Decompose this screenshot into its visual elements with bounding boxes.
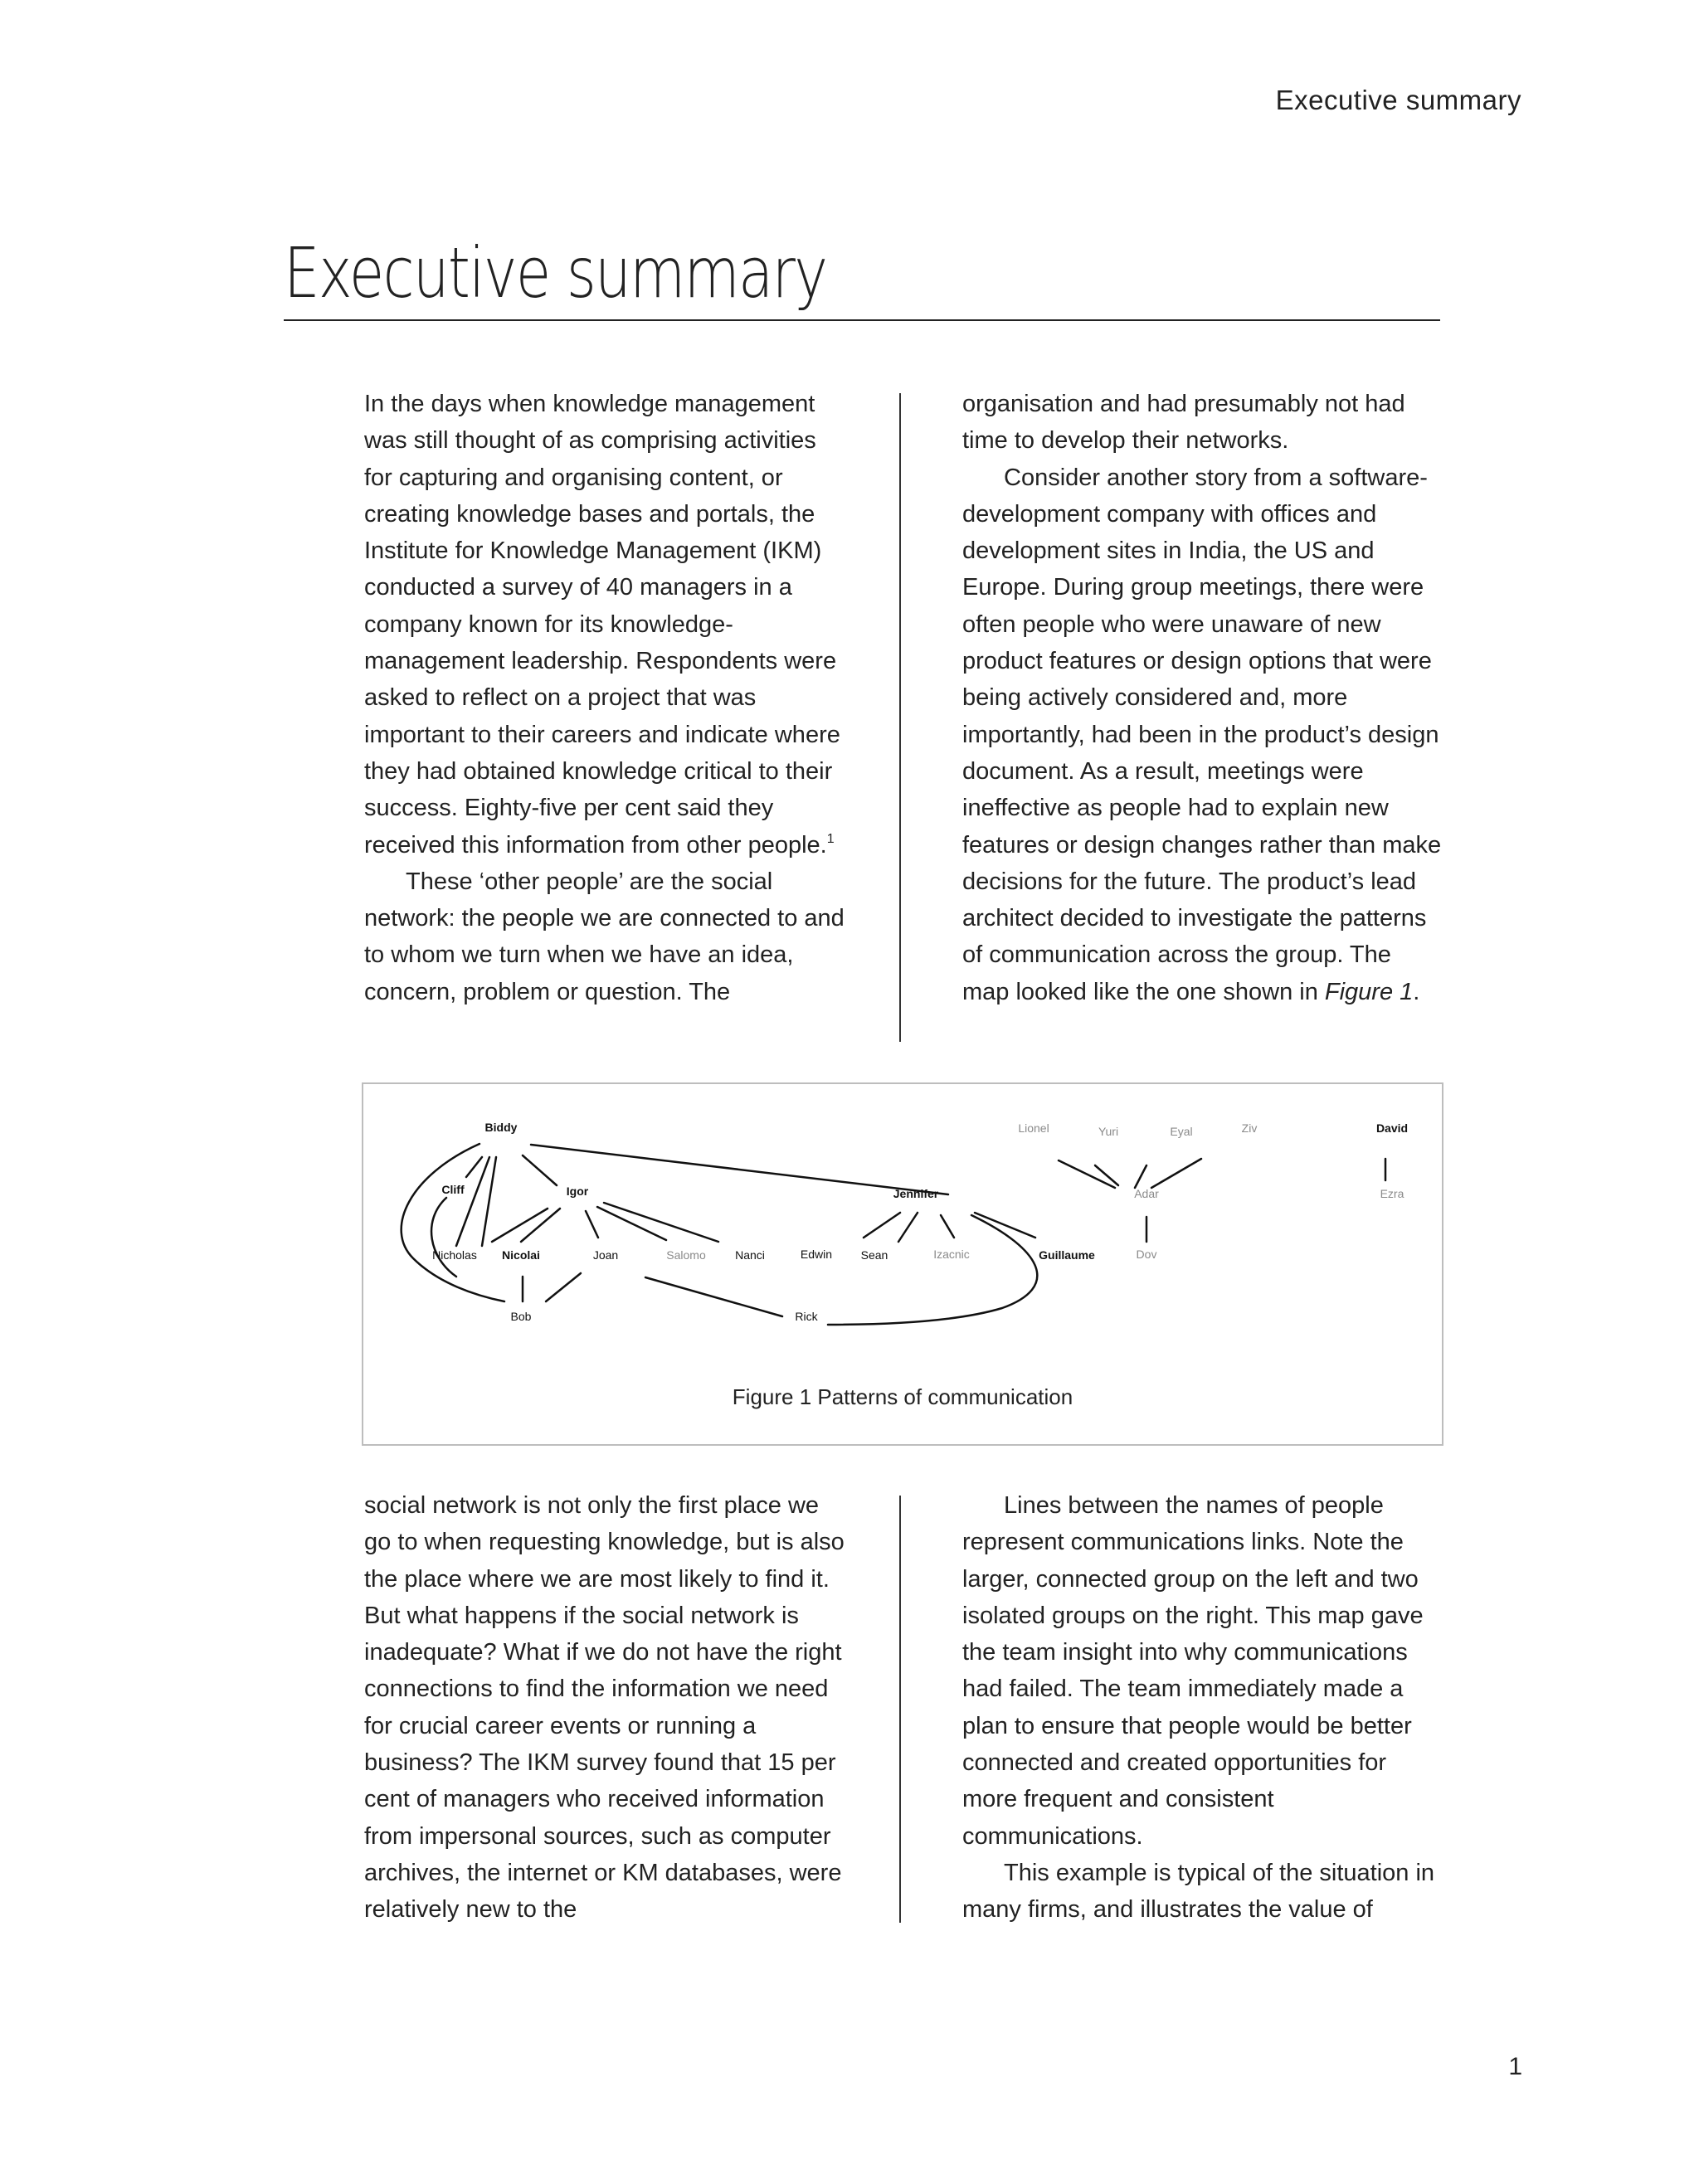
node-izacnic: Izacnic: [933, 1248, 970, 1261]
bottom-left-column: [364, 1487, 845, 1929]
paragraph: Lines between the names of people represent communications links. Note the larger, connected group on the left and two isolated groups on the right. This map gave the team insight into why communications had failed. The team immediately made a plan to ensure that people would be better connected and created opportunities for more frequent and consistent communications.: [962, 1492, 1424, 1850]
node-jennifer: Jennifer: [893, 1187, 939, 1200]
node-guillaume: Guillaume: [1039, 1248, 1095, 1262]
paragraph-end: .: [1413, 978, 1420, 1005]
node-nicolai: Nicolai: [502, 1248, 540, 1262]
link-salomo-rick: [645, 1277, 782, 1316]
paragraph: This example is typical of the situation in many firms, and illustrates the value of: [962, 1859, 1435, 1924]
paragraph: organisation and had presumably not had time to develop their networks.: [962, 391, 1405, 455]
link-jennifer-rick: [828, 1215, 1037, 1325]
link-biddy-cliff: [466, 1157, 482, 1177]
node-ziv: Ziv: [1241, 1121, 1258, 1135]
node-nicholas: Nicholas: [432, 1248, 477, 1262]
figure-1: [362, 1082, 1443, 1446]
node-joan: Joan: [592, 1248, 619, 1262]
node-lionel: Lionel: [1018, 1121, 1049, 1135]
node-igor: Igor: [566, 1184, 589, 1198]
page-number: 1: [1508, 2053, 1522, 2080]
paragraph-text: Consider another story from a software-development company with offices and development sites in India, the US and Europe. During group meetings, there were often people who were unaware of new product features or design options that were being actively considered and, more importantly, had been in the product’s design document. As a result, meetings were ineffective as people had to explain new features or design changes rather than make decisions for the future. The product’s lead architect decided to investigate the patterns of communication across the group. The map looked like the one shown in: [962, 464, 1442, 1005]
node-edwin: Edwin: [800, 1248, 833, 1261]
paragraph: These ‘other people’ are the social network: the people we are connected to and to whom we turn when we have an idea, concern, problem or question. The: [364, 868, 845, 1005]
footnote-marker: 1: [826, 831, 835, 846]
node-rick: Rick: [795, 1310, 818, 1323]
link-ziv-adar: [1151, 1159, 1201, 1188]
paragraph: [962, 460, 1443, 1010]
link-cliff-bob: [431, 1198, 456, 1277]
link-jennifer-izacnic: [941, 1215, 954, 1238]
link-eyal-adar: [1135, 1165, 1146, 1188]
link-igor-joan: [586, 1211, 598, 1238]
top-right-column: [962, 386, 1443, 1010]
link-jennifer-sean: [898, 1213, 918, 1242]
link-joan-bob: [546, 1273, 581, 1301]
link-biddy-igor: [523, 1155, 557, 1185]
running-head: Executive summary: [1275, 85, 1521, 115]
node-sean: Sean: [860, 1248, 888, 1262]
paragraph: social network is not only the first place we go to when requesting knowledge, but is also the place where we are most likely to find it. But what happens if the social network is inadequate? What if we do not have the right connections to find the information we need for crucial career events or running a business? The IKM survey found that 15 per cent of managers who received information from impersonal sources, such as computer archives, the internet or KM databases, were relatively new to the: [364, 1492, 845, 1924]
column-divider: [899, 1496, 901, 1923]
figure-reference: Figure 1: [1324, 978, 1414, 1005]
node-salomo: Salomo: [666, 1248, 706, 1262]
link-jennifer-edwin: [864, 1213, 900, 1238]
figure-caption: Figure 1 Patterns of communication: [732, 1384, 1073, 1409]
network-diagram: [363, 1084, 1445, 1366]
node-nanci: Nanci: [735, 1248, 765, 1262]
link-yuri-adar: [1095, 1165, 1118, 1185]
chapter-title: Executive summary: [284, 232, 827, 314]
node-bob: Bob: [510, 1310, 532, 1323]
paragraph: [364, 386, 845, 863]
node-ezra: Ezra: [1380, 1187, 1404, 1200]
node-biddy: Biddy: [484, 1121, 518, 1134]
top-left-column: [364, 386, 845, 1010]
node-david: David: [1375, 1121, 1409, 1135]
title-rule: [284, 319, 1440, 321]
paragraph-text: In the days when knowledge management was still thought of as comprising activities for capturing and organising content, or creating knowledge bases and portals, the Institute for Knowledge Management (IKM) conducted a survey of 40 managers in a company known for its knowledge-management leadership. Respondents were asked to reflect on a project that was important to their careers and indicate where they had obtained knowledge critical to their success. Eighty-five per cent said they received this information from other people.: [364, 391, 840, 859]
node-eyal: Eyal: [1170, 1125, 1193, 1138]
link-biddy-jennifer: [531, 1145, 948, 1194]
bottom-right-column: [962, 1487, 1443, 1929]
node-yuri: Yuri: [1098, 1125, 1119, 1138]
column-divider: [899, 393, 901, 1042]
node-dov: Dov: [1136, 1248, 1157, 1261]
link-igor-nanci: [604, 1203, 718, 1242]
link-biddy-bob: [402, 1144, 504, 1301]
node-cliff: Cliff: [441, 1183, 465, 1196]
node-adar: Adar: [1134, 1187, 1159, 1200]
